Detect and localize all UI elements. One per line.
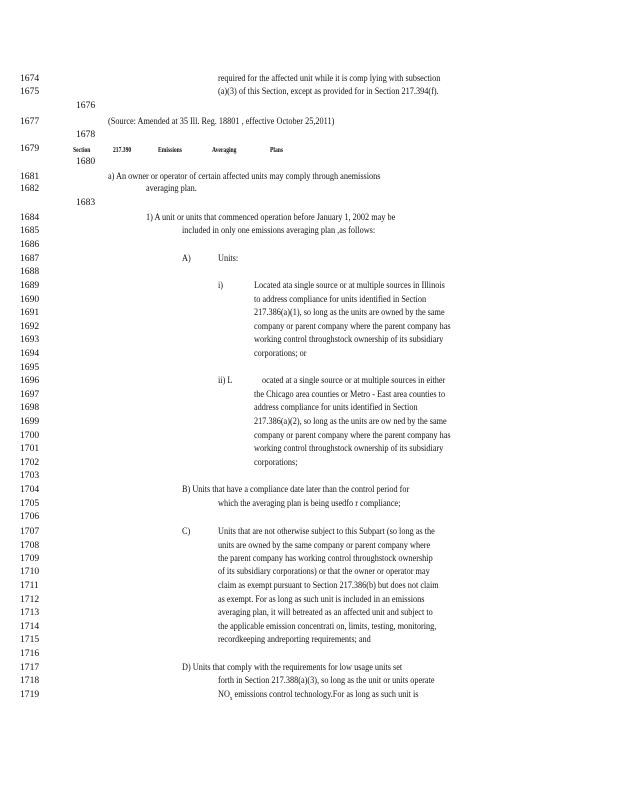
line-number: 1691 [20, 307, 40, 318]
line-number: 1688 [20, 266, 40, 277]
line-number: 1706 [20, 511, 40, 522]
line-number: 1683 [76, 197, 96, 208]
line-number: 1710 [20, 566, 40, 577]
line-number: 1702 [20, 457, 40, 468]
line-number: 1690 [20, 294, 40, 305]
line-number: 1696 [20, 375, 40, 386]
text-line: Units that are not otherwise subject to this Subpart (so long as the [218, 526, 435, 537]
item-label: A) [182, 253, 191, 264]
line-number: 1698 [20, 402, 40, 413]
text-line: a) An owner or operator of certain affected units may comply through anemissions [108, 171, 381, 182]
line-number: 1675 [20, 86, 40, 97]
text-line: recordkeeping andreporting requirements; and [218, 634, 371, 645]
line-number: 1711 [20, 580, 39, 591]
heading-section: Section [73, 146, 91, 154]
text-line: included in only one emissions averaging plan ,as follows: [182, 225, 376, 236]
line-number: 1708 [20, 540, 40, 551]
item-label: C) [182, 526, 191, 537]
text-line: required for the affected unit while it is comp lying with subsection [218, 73, 441, 84]
text-line: D) Units that comply with the requirements for low usage units set [182, 662, 403, 673]
line-number: 1717 [20, 662, 40, 673]
text-line: units are owned by the same company or parent company where [218, 540, 431, 551]
text-line: the applicable emission concentrati on, limits, testing, monitoring, [218, 621, 437, 632]
line-number: 1693 [20, 334, 40, 345]
line-number: 1695 [20, 362, 40, 373]
text-line: averaging plan. [146, 183, 197, 194]
line-number: 1719 [20, 689, 40, 700]
item-label: i) [218, 280, 224, 291]
text-line: working control throughstock ownership of its subsidiary [254, 443, 444, 454]
line-number: 1716 [20, 648, 40, 659]
line-number: 1715 [20, 634, 40, 645]
line-number: 1684 [20, 212, 40, 223]
line-number: 1687 [20, 253, 40, 264]
line-number: 1699 [20, 416, 40, 427]
line-number: 1704 [20, 484, 40, 495]
text-line: of its subsidiary corporations) or that the owner or operator may [218, 566, 430, 577]
line-number: 1709 [20, 553, 40, 564]
line-number: 1697 [20, 389, 40, 400]
nox-rest: emissions control technology.For as long as such unit is [232, 689, 419, 700]
text-line: corporations; [254, 457, 298, 468]
line-number: 1681 [20, 171, 40, 182]
line-number: 1703 [20, 470, 40, 481]
line-number: 1705 [20, 498, 40, 509]
text-line: Located ata single source or at multiple sources in Illinois [254, 280, 445, 291]
line-number: 1712 [20, 594, 40, 605]
item-label: ii) L [218, 375, 233, 386]
text-line [218, 689, 419, 705]
line-number: 1689 [20, 280, 40, 291]
source-note: (Source: Amended at 35 Ill. Reg. 18801 , effective October 25,2011) [108, 116, 335, 127]
heading-word: Averaging [212, 146, 237, 154]
heading-word: Plans [270, 146, 284, 154]
line-number: 1680 [76, 156, 96, 167]
text-line: company or parent company where the parent company has [254, 430, 451, 441]
line-number: 1718 [20, 675, 40, 686]
line-number: 1694 [20, 348, 40, 359]
heading-word: Emissions [158, 146, 182, 154]
nox-label: NO [218, 689, 230, 700]
text-line: 217.386(a)(1), so long as the units are owned by the same [254, 307, 445, 318]
line-number: 1686 [20, 239, 40, 250]
text-line: averaging plan, it will betreated as an affected unit and subject to [218, 607, 433, 618]
text-line: forth in Section 217.388(a)(3), so long as the unit or units operate [218, 675, 435, 686]
text-line: to address compliance for units identified in Section [254, 294, 427, 305]
heading-number: 217.390 [113, 146, 132, 154]
line-number: 1682 [20, 183, 40, 194]
line-number: 1701 [20, 443, 40, 454]
line-number: 1692 [20, 321, 40, 332]
line-number: 1678 [76, 129, 96, 140]
text-line: corporations; or [254, 348, 307, 359]
text-line: 217.386(a)(2), so long as the units are ow ned by the same [254, 416, 447, 427]
line-number: 1674 [20, 73, 40, 84]
line-number: 1679 [20, 143, 40, 154]
text-line: (a)(3) of this Section, except as provided for in Section 217.394(f). [218, 86, 439, 97]
line-number: 1700 [20, 430, 40, 441]
line-number: 1713 [20, 607, 40, 618]
text-line: the parent company has working control throughstock ownership [218, 553, 433, 564]
text-line: working control throughstock ownership of its subsidiary [254, 334, 444, 345]
line-number: 1707 [20, 526, 40, 537]
line-number: 1677 [20, 116, 40, 127]
text-line: claim as exempt pursuant to Section 217.386(b) but does not claim [218, 580, 439, 591]
text-line: Units: [218, 253, 239, 264]
line-number: 1685 [20, 225, 40, 236]
line-number: 1714 [20, 621, 40, 632]
nox-subscript: x [229, 695, 233, 702]
text-line: as exempt. For as long as such unit is included in an emissions [218, 594, 425, 605]
text-line: ocated at a single source or at multiple sources in either [262, 375, 446, 386]
line-number: 1676 [76, 100, 96, 111]
text-line: 1) A unit or units that commenced operation before January 1, 2002 may be [146, 212, 396, 223]
text-line: B) Units that have a compliance date later than the control period for [182, 484, 410, 495]
text-line: address compliance for units identified in Section [254, 402, 418, 413]
text-line: company or parent company where the parent company has [254, 321, 451, 332]
text-line: which the averaging plan is being usedfo r compliance; [218, 498, 401, 509]
text-line: the Chicago area counties or Metro - East area counties to [254, 389, 446, 400]
